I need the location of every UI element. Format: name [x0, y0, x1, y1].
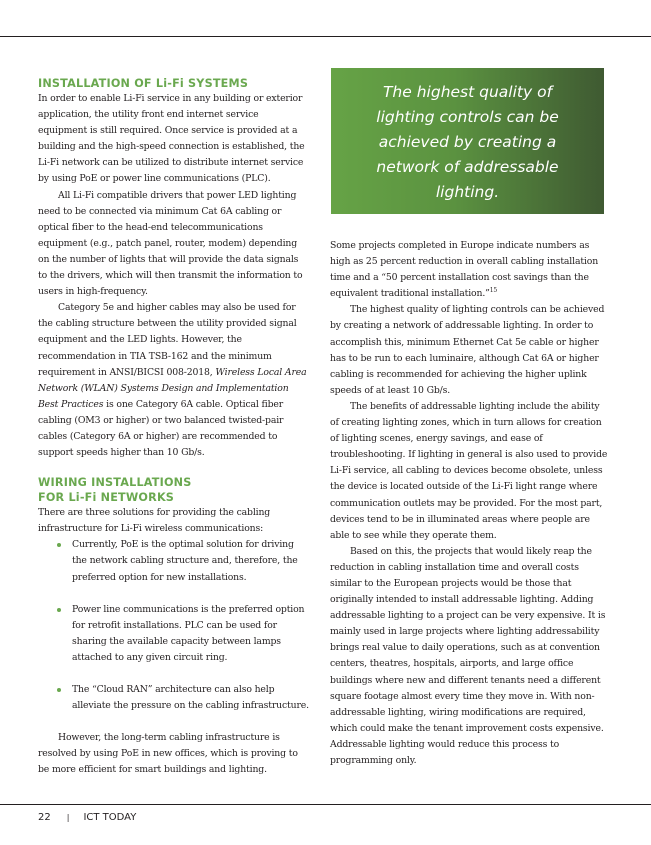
list-item	[38, 682, 310, 714]
paragraph-text: Category 5e and higher cables may also be used for the cabling structure between the utility provided signal equipment and the LED lights. However, the recommendation in TIA TSB-162 and the minimum requirement in ANSI/BICSI 008-2018,	[38, 302, 297, 378]
body-paragraph: In order to enable Li-Fi service in any building or exterior application, the utility front end internet service equipment is still required. Once service is provided at a building and the high-speed connection is established, the Li-Fi network can be utilized to distribute internet service by using PoE or power line communications (PLC).	[38, 93, 305, 185]
body-paragraph: Based on this, the projects that would likely reap the reduction in cabling installation time and overall costs similar to the European projects would be those that originally intended to install addressable lighting. Adding addressable lighting to a project can be very expensive. It is mainly used in large projects where lighting addressability brings real value to daily operations, such as at convention centers, theatres, hospitals, airports, and large office buildings where new and different tenants need a different square footage almost every time they move in. With non-addressable lighting, wiring modifications are required, which could make the tenant improvement costs expensive. Addressable lighting would reduce this process to programming only.	[330, 545, 606, 766]
bullet-list	[38, 537, 310, 714]
body-paragraph: However, the long-term cabling infrastructure is resolved by using PoE in new offices, which is proving to be more efficient for smart buildings and lighting.	[38, 732, 298, 776]
publication-name: ICT TODAY	[83, 812, 137, 823]
paragraph-text: Some projects completed in Europe indicate numbers as high as 25 percent reduction in overall cabling installation time and a “50 percent installation cost savings than the equivalent traditional installation.”	[330, 240, 599, 300]
left-column	[38, 76, 310, 778]
list-item-text: The “Cloud RAN” architecture can also help alleviate the pressure on the cabling infrastructure.	[72, 684, 309, 712]
body-paragraph	[330, 238, 608, 302]
list-item-text: Currently, PoE is the optimal solution for driving the network cabling structure and, therefore, the preferred option for new installations.	[72, 539, 298, 583]
right-column	[330, 238, 608, 769]
bullet-icon	[57, 608, 61, 612]
footer-rule	[0, 804, 651, 805]
body-paragraph: The highest quality of lighting controls can be achieved by creating a network of addressable lighting. In order to accomplish this, minimum Ethernet Cat 5e cable or higher has to be run to each luminaire, although Cat 6A or higher cabling is recommended for achieving the higher uplink speeds of at least 10 Gb/s.	[330, 304, 605, 396]
list-item	[38, 602, 310, 666]
pull-quote	[331, 68, 604, 214]
page-number: 22	[38, 812, 51, 823]
pull-quote-text: The highest quality of lighting controls can be achieved by creating a network of addressable lighting.	[376, 82, 559, 201]
list-item	[38, 537, 310, 585]
paragraph-text: is one Category 6A cable. Optical fiber cabling (OM3 or higher) or two balanced twisted-pair cables (Category 6A or higher) are recommended to support speeds higher than 10 Gb/s.	[38, 398, 284, 459]
footnote-ref[interactable]: 15	[489, 287, 498, 295]
body-paragraph: The benefits of addressable lighting include the ability of creating lighting zones, which in turn allows for creation of lighting scenes, energy savings, and ease of troubleshooting. If lighting in general is also used to provide Li-Fi service, all cabling to devices become obsolete, unless the device is located outside of the Li-Fi light range where communication outlets may be provided. For the most part, devices tend to be in illuminated areas where people are able to see while they operate them.	[330, 400, 608, 541]
heading-line: WIRING INSTALLATIONS	[38, 476, 192, 490]
section-heading-installation: INSTALLATION OF Li-Fi SYSTEMS	[38, 77, 249, 90]
page-footer	[38, 812, 136, 823]
footer-separator: |	[66, 813, 70, 822]
standard-title: Wireless Local Area Network (WLAN) Systems Design and Implementation Best Practices	[38, 366, 307, 410]
header-rule	[0, 36, 651, 37]
section-heading-wiring	[38, 475, 310, 505]
bullet-icon	[57, 688, 61, 692]
heading-line: FOR Li-Fi NETWORKS	[38, 491, 175, 505]
list-item-text: Power line communications is the preferred option for retrofit installations. PLC can be used for sharing the available capacity between lamps attached to any given circuit ring.	[72, 603, 305, 663]
body-paragraph: There are three solutions for providing the cabling infrastructure for Li-Fi wireless communications:	[38, 507, 271, 535]
body-paragraph: All Li-Fi compatible drivers that power LED lighting need to be connected via minimum Cat 6A cabling or optical fiber to the head-end telecommunications equipment (e.g., patch panel, router, modem) depending on the number of lights that will provide the data signals to the drivers, which will then transmit the information to users in high-frequency.	[38, 189, 303, 298]
body-paragraph	[38, 300, 310, 461]
bullet-icon	[57, 543, 61, 547]
